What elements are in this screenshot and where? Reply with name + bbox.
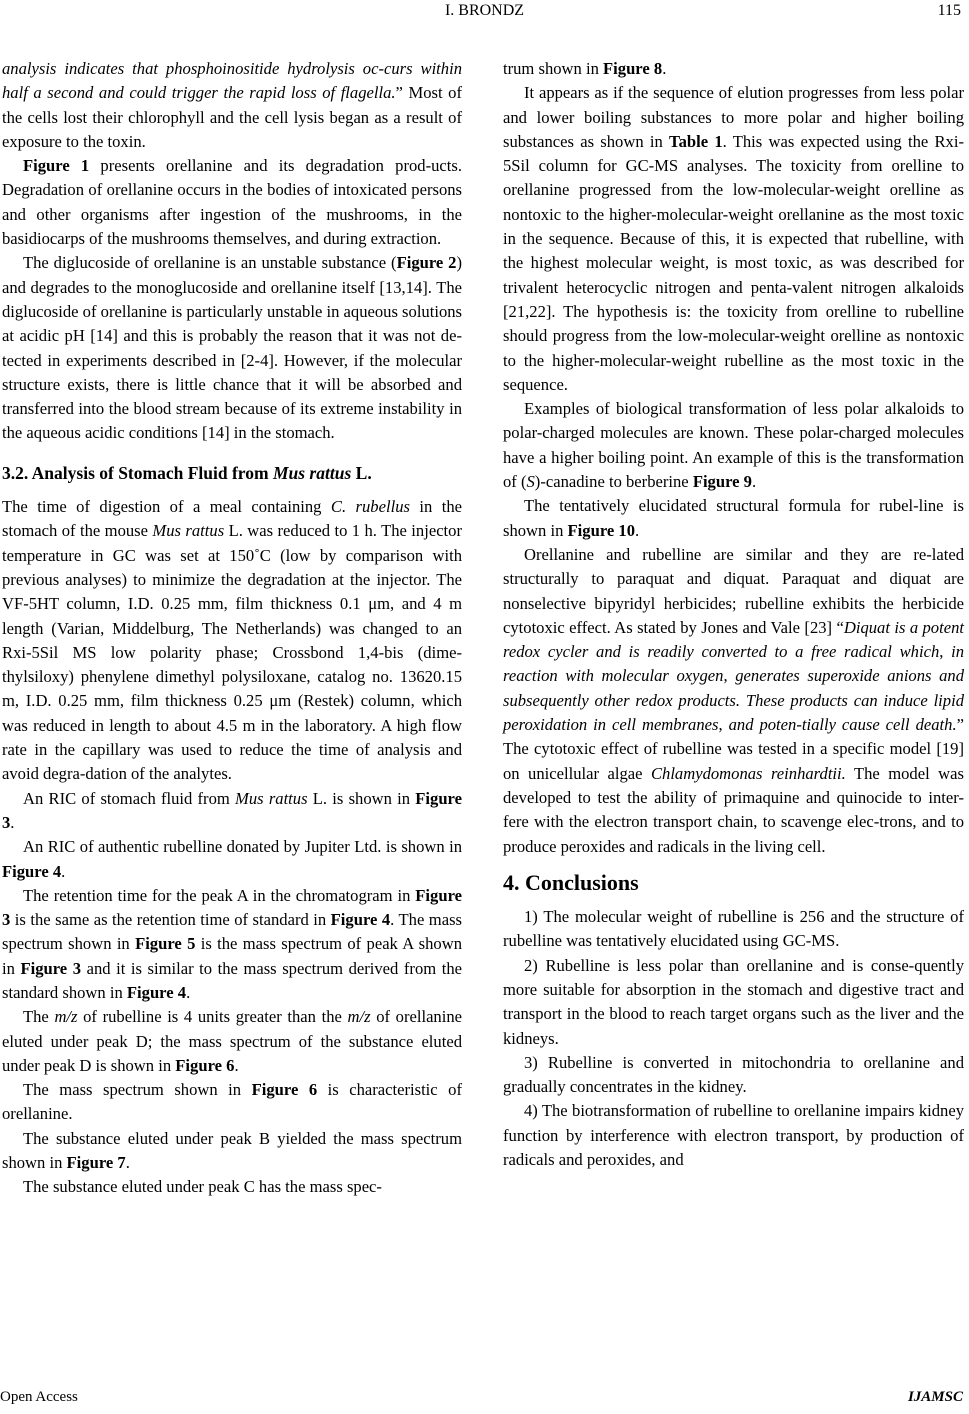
text: of rubelline is 4 units greater than the (77, 1007, 348, 1027)
paragraph (503, 397, 964, 494)
right-column (503, 57, 964, 1172)
text: , (718, 715, 729, 735)
figure-ref: Figure 4 (2, 861, 62, 881)
italic-text: S (526, 472, 535, 492)
text: It appears as if the sequence of elution progresses from less polar and lower boiling substances to more polar and higher boiling substances as shown in (503, 83, 964, 151)
text: The substance eluted under peak B yielded the mass spectrum shown in (2, 1128, 462, 1173)
conclusion-item: 3) Rubelline is converted in mitochondria to orellanine and gradually concentrates in the kidney. (503, 1052, 964, 1097)
italic-text: C. rubellus (330, 497, 410, 517)
text: L. (351, 462, 372, 483)
italic-text: m/z (347, 1007, 371, 1027)
paragraph (2, 495, 462, 787)
figure-ref: Figure 4 (330, 910, 391, 930)
text: . (662, 59, 667, 78)
footer-journal: IJAMSC (907, 1389, 963, 1405)
text: trum shown in (503, 59, 604, 78)
figure-ref: Figure 3 (2, 885, 462, 930)
italic-text: Mus rattus (152, 521, 225, 541)
footer-open-access: Open Access (0, 1389, 78, 1405)
figure-ref: Figure 9 (692, 472, 752, 492)
text: . The mass spectrum shown in (2, 910, 462, 954)
text: , (939, 642, 952, 662)
conclusion-item: 4) The biotransformation of rubelline to orellanine impairs kidney function by interference with electron transport, by production of radicals and peroxides, and (503, 1101, 964, 1170)
text: The model was developed to test the ability of primaquine and quinocide to inter-fere with the electron transport chain, to scavenge elec-trons, and to produce peroxides and radicals in the living cell. (503, 763, 964, 856)
text: The tentatively elucidated structural formula for rubel-line is shown in (503, 496, 964, 540)
conclusion-item: 1) The molecular weight of rubelline is 256 and the structure of rubelline was tentatively elucidated using GC-MS. (503, 907, 964, 951)
text: 3.2. Analysis of Stomach Fluid from (2, 462, 273, 483)
figure-ref: Figure 1 (23, 156, 90, 176)
italic-text: generates superoxide anions and subsequently other redox products. These products can induce lipid peroxidation in cell membranes (503, 666, 965, 735)
text: An RIC of stomach fluid from (23, 788, 236, 808)
table-ref: Table 1 (669, 131, 723, 151)
paragraph (503, 57, 964, 81)
italic-text: Mus rattus (272, 462, 352, 483)
text: in the stomach of the mouse (2, 497, 462, 541)
paragraph (2, 1175, 462, 1199)
text: Examples of biological transformation of less polar alkaloids to polar-charged molecules are known. These polar-charged molecules have a higher boiling point. An example of this is the transformation of ( (503, 399, 964, 492)
figure-ref: Figure 4 (126, 982, 187, 1002)
text: The mass spectrum shown in (23, 1080, 252, 1100)
paragraph (503, 494, 964, 543)
text: An RIC of authentic rubelline donated by Jupiter Ltd. is shown in (23, 837, 462, 857)
figure-ref: Figure 7 (66, 1153, 126, 1173)
figure-ref: Figure 8 (603, 59, 663, 78)
text: . (635, 520, 640, 540)
paragraph (2, 1005, 462, 1078)
figure-ref: Figure 3 (2, 788, 462, 832)
text: The (23, 1007, 55, 1027)
italic-text: m/z (54, 1007, 78, 1027)
italic-text: Mus rattus (235, 788, 308, 808)
figure-ref: Figure 6 (251, 1080, 318, 1100)
text: )-canadine to berberine (534, 472, 693, 492)
section-heading (2, 461, 462, 485)
paragraph (2, 1078, 462, 1127)
text: is characteristic of orellanine. (2, 1080, 462, 1124)
figure-ref: Figure 10 (567, 520, 635, 540)
paragraph (503, 81, 964, 397)
text: . (10, 812, 15, 832)
paragraph (2, 251, 462, 445)
text: ) and degrades to the monoglucoside and orellanine itself [13,14]. The diglucoside of orellanine is particularly unstable in aqueous solutions at acidic pH [14] and this is probably the reason that it was not de-tected in experiments described in [2-4]. However, if the molecular structure exists, there is little chance that it will be absorbed and transferred into the blood stream because of its extreme instability in the aqueous acidic conditions [14] in the stomach. (2, 253, 462, 443)
italic-text: in reaction with molecular oxygen (503, 642, 965, 686)
figure-ref: Figure 3 (20, 958, 82, 978)
text: L. is shown in (307, 788, 416, 808)
paragraph (2, 884, 462, 1005)
figure-ref: Figure 5 (135, 934, 196, 954)
paragraph (2, 154, 462, 251)
paragraph (2, 57, 462, 154)
text: . (125, 1153, 130, 1173)
text: . This was expected using the Rxi-5Sil column for GC-MS analyses. The toxicity from orelline to orellanine progressed from the low-molecular-weight orelline as nontoxic to the higher-molecular-weight orellanine as the most toxic in the sequence. Because of this, it is expected that rubelline, with the highest molecular weight, is most toxic, as was described for trivalent heterocyclic nitrogen and penta-valent nitrogen alkaloids [21,22]. The hypothesis is: the toxicity from orelline to rubelline should progress from the low-molecular-weight orelline as nontoxic to the higher-molecular-weight rubelline as the most toxic in the sequence. (503, 131, 964, 394)
text: ” The cytotoxic effect of rubelline was tested in a specific model [19] on unicellular algae (503, 715, 964, 783)
text: L. was reduced to 1 h. The injector temperature in GC was set at 150˚C (low by comparison with previous analyses) to minimize the degradation at the injector. The VF-5HT column, I.D. 0.25 mm, film thickness 0.1 μm, and 4 m length (Varian, Middelburg, The Netherlands) was changed to an Rxi-5Sil MS low polarity phase; Crossbond 1,4-bis (dime-thylsiloxy) phenylene dimethyl polysiloxane, catalog no. 13620.15 m, I.D. 0.25 mm, film thickness 0.25 μm (Restek) column, which was reduced in length to about 4.5 m in the laboratory. A high flow rate in the capillary was used to reduce the time of analysis and avoid degra-dation of the analytes. (2, 521, 462, 784)
conclusion-item: 2) Rubelline is less polar than orellanine and is conse-quently more suitable for absorption in the stomach and digestive tract and transport in the blood to reach target organs such as the liver and the kidneys. (503, 955, 964, 1048)
text: is the mass spectrum of peak A shown in (2, 934, 462, 978)
text: of orellanine eluted under peak D; the mass spectrum of the substance eluted under peak D is shown in (2, 1007, 463, 1075)
page-number: 115 (937, 2, 961, 19)
paragraph (2, 835, 462, 884)
text: The time of digestion of a meal containing (2, 497, 331, 517)
text: . (186, 982, 191, 1002)
text: . (61, 861, 66, 881)
left-column (2, 57, 462, 1200)
italic-text: and poten-tially cause cell death. (728, 715, 957, 735)
text: . (234, 1055, 239, 1075)
paragraph (503, 543, 964, 859)
italic-text: Chlamydomonas reinhardtii. (650, 763, 846, 783)
text: and it is similar to the mass spectrum derived from the standard shown in (2, 958, 462, 1002)
text: Orellanine and rubelline are similar and they are re-lated structurally to paraquat and diquat. Paraquat and diquat are nonselective bipyridyl herbicides; rubelline exhibits the herbicide cytotoxic effect. As stated by Jones and Vale [23] “ (503, 544, 964, 637)
text: . (751, 472, 757, 492)
paragraph (2, 787, 462, 836)
paragraph (2, 1127, 462, 1176)
running-header-author: I. BRONDZ (444, 2, 525, 19)
figure-ref: Figure 6 (175, 1055, 235, 1075)
text: is the same as the retention time of standard in (10, 910, 331, 930)
text: ” Most of the cells lost their chlorophyll and the cell lysis began as a result of exposure to the toxin. (2, 83, 462, 151)
italic-text: Diquat is a potent redox cycler and is readily converted to a free radical which (503, 617, 964, 662)
text: presents orellanine and its degradation prod-ucts. Degradation of orellanine occurs in the bodies of intoxicated persons and other organisms after ingestion of the mushrooms, in the basidiocarps of the mushrooms themselves, and during extraction. (2, 156, 462, 249)
text: The substance eluted under peak C has the mass spec- (23, 1177, 382, 1197)
text: The diglucoside of orellanine is an unstable substance ( (23, 253, 397, 273)
conclusions-heading: 4. Conclusions (503, 869, 639, 895)
italic-text: analysis indicates that phosphoinositide hydrolysis oc-curs within half a second and could trigger the rapid loss of flagella. (2, 59, 462, 103)
text: The retention time for the peak A in the chromatogram in (23, 885, 416, 905)
figure-ref: Figure 2 (396, 253, 457, 273)
text: , (723, 666, 736, 686)
